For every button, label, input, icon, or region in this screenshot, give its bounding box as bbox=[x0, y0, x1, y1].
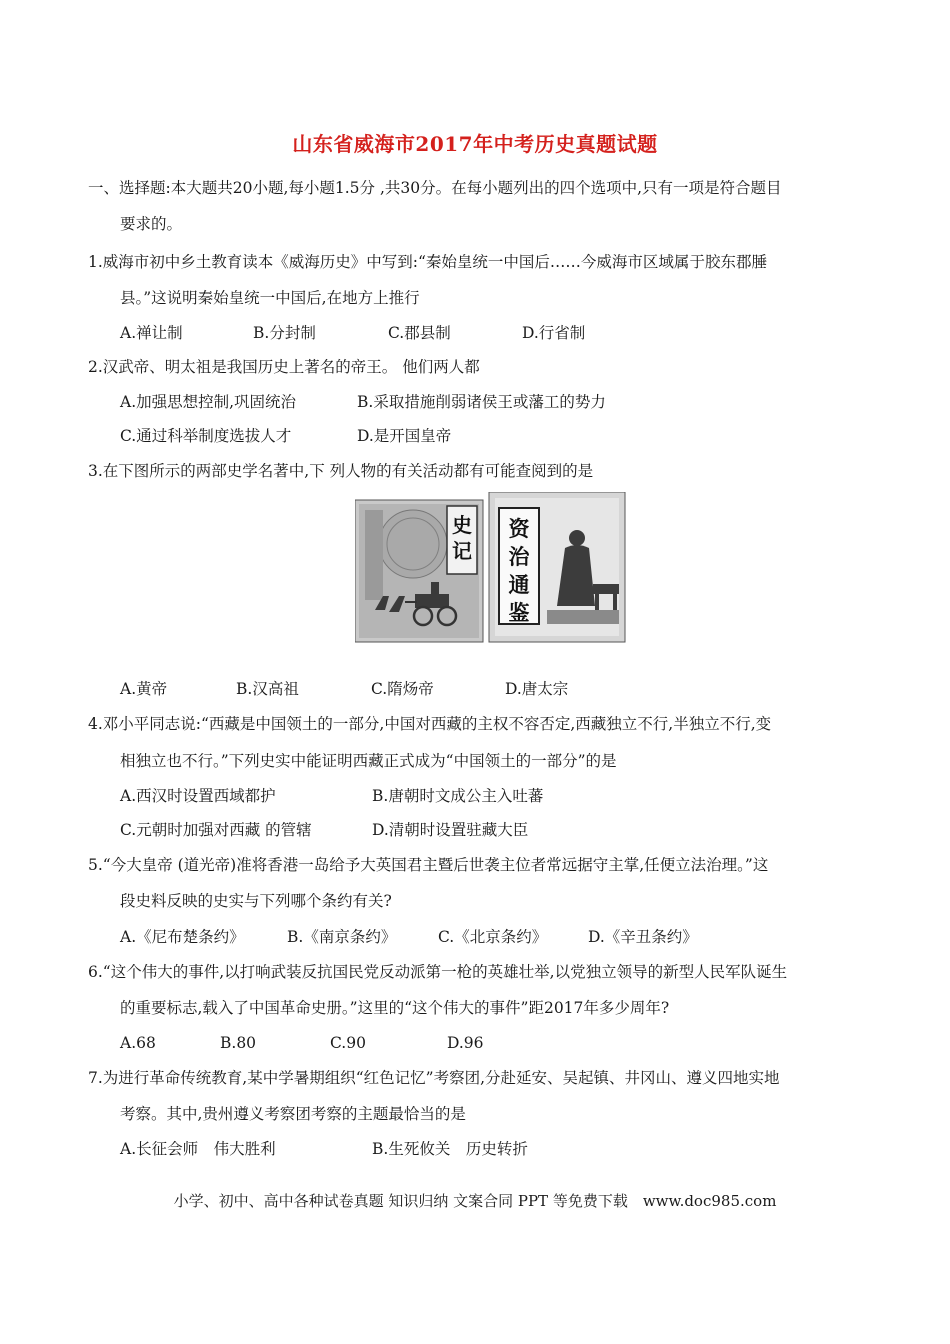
question-7-option-b: B.生死攸关 历史转折 bbox=[372, 1140, 528, 1158]
question-6-stem: 6.“这个伟大的事件,以打响武装反抗国民党反动派第一枪的英雄壮举,以党独立领导的新型人民军队诞生 bbox=[88, 963, 788, 981]
question-6-stem-cont: 的重要标志,载入了中国革命史册。”这里的“这个伟大的事件”距2017年多少周年? bbox=[120, 999, 670, 1017]
question-1-option-a: A.禅让制 bbox=[120, 324, 183, 342]
question-6-option-b: B.80 bbox=[220, 1034, 257, 1052]
question-4-option-d: D.清朝时设置驻藏大臣 bbox=[372, 821, 529, 839]
question-5-option-d: D.《辛丑条约》 bbox=[588, 928, 698, 946]
question-7-stem-cont: 考察。其中,贵州遵义考察团考察的主题最恰当的是 bbox=[120, 1105, 466, 1123]
question-2-option-a: A.加强思想控制,巩固统治 bbox=[120, 393, 297, 411]
question-6-option-c: C.90 bbox=[330, 1034, 366, 1052]
zizhi-title-char-2: 治 bbox=[508, 544, 530, 569]
question-4-stem: 4.邓小平同志说:“西藏是中国领土的一部分,中国对西藏的主权不容否定,西藏独立不行,半独立不行,变 bbox=[88, 715, 772, 733]
question-1-option-d: D.行省制 bbox=[522, 324, 586, 342]
question-2-option-d: D.是开国皇帝 bbox=[357, 427, 452, 445]
question-6-option-d: D.96 bbox=[447, 1034, 484, 1052]
page-title: 山东省威海市2017年中考历史真题试题 bbox=[292, 132, 658, 156]
question-2-stem: 2.汉武帝、明太祖是我国历史上著名的帝王。 他们两人都 bbox=[88, 358, 480, 376]
question-5-option-a: A.《尼布楚条约》 bbox=[120, 928, 245, 946]
question-3-option-d: D.唐太宗 bbox=[505, 680, 569, 698]
page-footer: 小学、初中、高中各种试卷真题 知识归纳 文案合同 PPT 等免费下载 www.doc985.com bbox=[173, 1192, 777, 1210]
section-instructions: 一、选择题:本大题共20小题,每小题1.5分 ,共30分。在每小题列出的四个选项中,只有一项是符合题目 bbox=[88, 179, 782, 197]
shiji-title-char-2: 记 bbox=[452, 539, 472, 563]
question-7-stem: 7.为进行革命传统教育,某中学暑期组织“红色记忆”考察团,分赴延安、吴起镇、井冈山、遵义四地实地 bbox=[88, 1069, 780, 1087]
question-5-option-c: C.《北京条约》 bbox=[438, 928, 548, 946]
question-5-option-b: B.《南京条约》 bbox=[287, 928, 397, 946]
question-1-stem: 1.威海市初中乡土教育读本《威海历史》中写到:“秦始皇统一中国后……今威海市区域属于胶东郡腄 bbox=[88, 253, 767, 271]
zizhi-tongjian-book-cover bbox=[489, 492, 625, 642]
question-3-option-c: C.隋炀帝 bbox=[371, 680, 434, 698]
shiji-title-char-1: 史 bbox=[452, 513, 472, 537]
question-5-stem-cont: 段史料反映的史实与下列哪个条约有关? bbox=[120, 892, 392, 910]
question-5-stem: 5.“今大皇帝 (道光帝)准将香港一岛给予大英国君主暨后世袭主位者常远据守主掌,任便立法治理。”这 bbox=[88, 856, 769, 874]
zizhi-title-char-1: 资 bbox=[508, 516, 530, 541]
question-4-stem-cont: 相独立也不行。”下列史实中能证明西藏正式成为“中国领土的一部分”的是 bbox=[120, 752, 617, 770]
question-4-option-c: C.元朝时加强对西藏 的管辖 bbox=[120, 821, 312, 839]
question-4-option-b: B.唐朝时文成公主入吐蕃 bbox=[372, 787, 544, 805]
question-1-option-b: B.分封制 bbox=[253, 324, 316, 342]
question-7-option-a: A.长征会师 伟大胜利 bbox=[120, 1140, 276, 1158]
history-books-image bbox=[355, 492, 627, 644]
question-1-stem-cont: 县。”这说明秦始皇统一中国后,在地方上推行 bbox=[120, 289, 420, 307]
question-3-option-a: A.黄帝 bbox=[120, 680, 168, 698]
question-6-option-a: A.68 bbox=[120, 1034, 156, 1052]
shiji-book-cover bbox=[355, 500, 483, 642]
question-2-option-c: C.通过科举制度选拔人才 bbox=[120, 427, 292, 445]
question-2-option-b: B.采取措施削弱诸侯王或藩工的势力 bbox=[357, 393, 606, 411]
zizhi-title-char-3: 通 bbox=[508, 572, 530, 597]
question-4-option-a: A.西汉时设置西域都护 bbox=[120, 787, 276, 805]
question-1-option-c: C.郡县制 bbox=[388, 324, 451, 342]
section-instructions-cont: 要求的。 bbox=[120, 215, 183, 233]
question-3-stem: 3.在下图所示的两部史学名著中,下 列人物的有关活动都有可能查阅到的是 bbox=[88, 462, 594, 480]
zizhi-title-char-4: 鉴 bbox=[508, 600, 530, 625]
question-3-option-b: B.汉高祖 bbox=[236, 680, 299, 698]
